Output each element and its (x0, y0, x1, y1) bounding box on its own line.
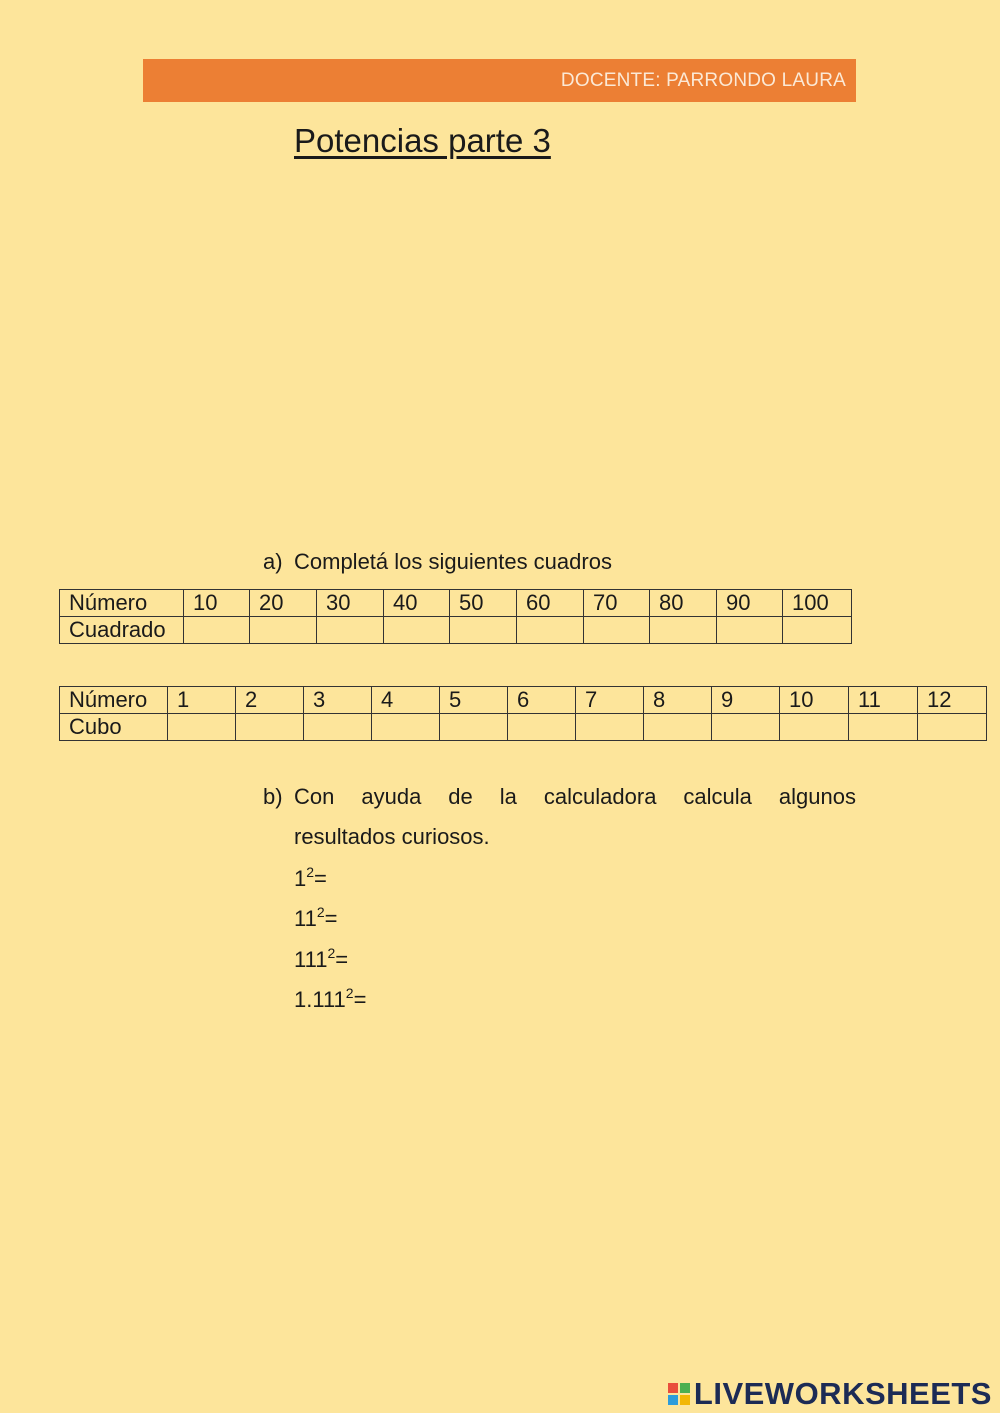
squares-answer-row (60, 617, 852, 644)
answer-field[interactable] (333, 864, 533, 886)
square-answer-cell[interactable] (317, 617, 384, 644)
cubes-number-cell: 7 (576, 687, 644, 714)
section-b-line1: Con ayuda de la calculadora calcula algunos (294, 784, 856, 809)
squares-row-header: Número (60, 590, 184, 617)
answer-field[interactable] (344, 904, 544, 926)
squares-number-cell: 90 (717, 590, 783, 617)
cubes-number-cell: 3 (304, 687, 372, 714)
squares-number-cell: 60 (517, 590, 584, 617)
expression-3: $111^2=$ (294, 945, 554, 973)
square-answer-cell[interactable] (717, 617, 783, 644)
cube-answer-cell[interactable] (918, 714, 987, 741)
cubes-number-cell: 10 (780, 687, 849, 714)
cube-answer-cell[interactable] (372, 714, 440, 741)
section-b-label: b) (263, 784, 283, 809)
square-answer-cell[interactable] (517, 617, 584, 644)
cubes-number-cell: 4 (372, 687, 440, 714)
cubes-number-cell: 6 (508, 687, 576, 714)
cube-answer-cell[interactable] (644, 714, 712, 741)
cubes-number-cell: 5 (440, 687, 508, 714)
cubes-number-cell: 11 (849, 687, 918, 714)
cube-answer-cell[interactable] (780, 714, 849, 741)
square-answer-cell[interactable] (450, 617, 517, 644)
liveworksheets-logo-icon (668, 1383, 690, 1405)
squares-number-cell: 10 (184, 590, 250, 617)
square-answer-cell[interactable] (783, 617, 852, 644)
cube-answer-cell[interactable] (712, 714, 780, 741)
expression-2: $11^2=$ (294, 904, 544, 932)
cubes-row-header: Número (60, 687, 168, 714)
cubes-table (59, 686, 987, 741)
square-answer-cell[interactable] (584, 617, 650, 644)
squares-number-cell: 100 (783, 590, 852, 617)
cubes-number-row (60, 687, 987, 714)
cube-answer-cell[interactable] (440, 714, 508, 741)
squares-number-cell: 50 (450, 590, 517, 617)
header-bar (143, 59, 856, 102)
section-a-label: a) (263, 549, 283, 574)
cubes-number-cell: 9 (712, 687, 780, 714)
cube-answer-cell[interactable] (304, 714, 372, 741)
expression-4: $1.111^2=$ (294, 985, 573, 1013)
teacher-name: DOCENTE: PARRONDO LAURA (560, 69, 846, 91)
squares-number-cell: 30 (317, 590, 384, 617)
square-answer-cell[interactable] (184, 617, 250, 644)
section-b-line2: resultados curiosos. (294, 824, 490, 849)
squares-number-cell: 80 (650, 590, 717, 617)
expression-1: $1^2=$ (294, 864, 533, 892)
liveworksheets-footer[interactable] (668, 1376, 992, 1412)
squares-number-cell: 70 (584, 590, 650, 617)
cubes-number-cell: 12 (918, 687, 987, 714)
squares-number-cell: 40 (384, 590, 450, 617)
squares-result-header: Cuadrado (60, 617, 184, 644)
brand-name: LIVEWORKSHEETS (693, 1376, 992, 1411)
square-answer-cell[interactable] (250, 617, 317, 644)
cube-answer-cell[interactable] (508, 714, 576, 741)
cube-answer-cell[interactable] (849, 714, 918, 741)
cube-answer-cell[interactable] (168, 714, 236, 741)
squares-table (59, 589, 852, 644)
cube-answer-cell[interactable] (576, 714, 644, 741)
square-answer-cell[interactable] (650, 617, 717, 644)
cubes-result-header: Cubo (60, 714, 168, 741)
squares-number-row (60, 590, 852, 617)
cube-answer-cell[interactable] (236, 714, 304, 741)
cubes-answer-row (60, 714, 987, 741)
section-a-text: Completá los siguientes cuadros (294, 549, 612, 574)
squares-number-cell: 20 (250, 590, 317, 617)
cubes-number-cell: 2 (236, 687, 304, 714)
answer-field[interactable] (354, 945, 554, 967)
answer-field[interactable] (373, 985, 573, 1007)
cubes-number-cell: 8 (644, 687, 712, 714)
page-title: Potencias parte 3 (294, 122, 551, 159)
cubes-number-cell: 1 (168, 687, 236, 714)
square-answer-cell[interactable] (384, 617, 450, 644)
